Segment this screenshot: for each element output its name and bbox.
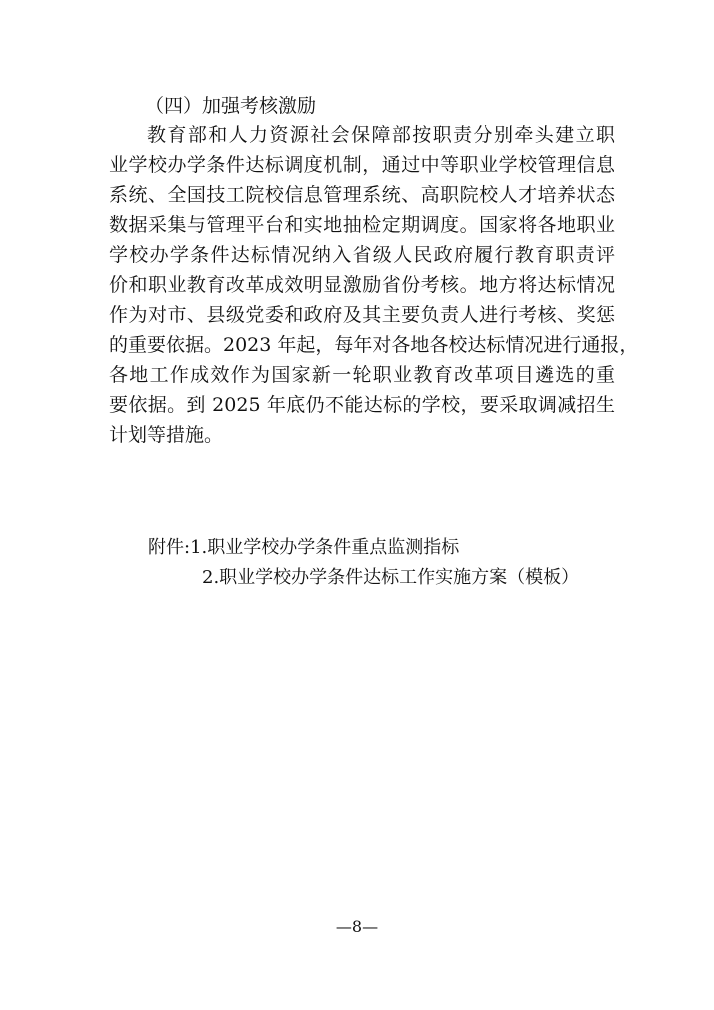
paragraph-line: 教育部和人力资源社会保障部按职责分别牵头建立职 <box>147 124 615 146</box>
paragraph-line: 业学校办学条件达标调度机制，通过中等职业学校管理信息 <box>109 154 615 176</box>
body-paragraph <box>109 120 639 450</box>
paragraph-line: 计划等措施。 <box>109 424 224 446</box>
attachments-list <box>148 533 579 593</box>
paragraph-line: 学校办学条件达标情况纳入省级人民政府履行教育职责评 <box>109 244 615 266</box>
paragraph-line: 作为对市、县级党委和政府及其主要负责人进行考核、奖惩 <box>109 304 615 326</box>
attachment-item: 2.职业学校办学条件达标工作实施方案（模板） <box>202 567 580 588</box>
paragraph-line: 各地工作成效作为国家新一轮职业教育改革项目遴选的重 <box>109 364 615 386</box>
paragraph-line: 系统、全国技工院校信息管理系统、高职院校人才培养状态 <box>109 184 615 206</box>
attachment-item: 附件:1.职业学校办学条件重点监测指标 <box>148 537 460 558</box>
paragraph-line: 价和职业教育改革成效明显激励省份考核。地方将达标情况 <box>109 274 615 296</box>
paragraph-line: 的重要依据。2023 年起，每年对各地各校达标情况进行通报， <box>109 334 639 356</box>
paragraph-line: 数据采集与管理平台和实地抽检定期调度。国家将各地职业 <box>109 214 615 236</box>
paragraph-line: 要依据。到 2025 年底仍不能达标的学校，要采取调减招生 <box>109 394 615 416</box>
page-number: —8— <box>335 917 379 936</box>
section-heading: （四）加强考核激励 <box>145 95 317 117</box>
